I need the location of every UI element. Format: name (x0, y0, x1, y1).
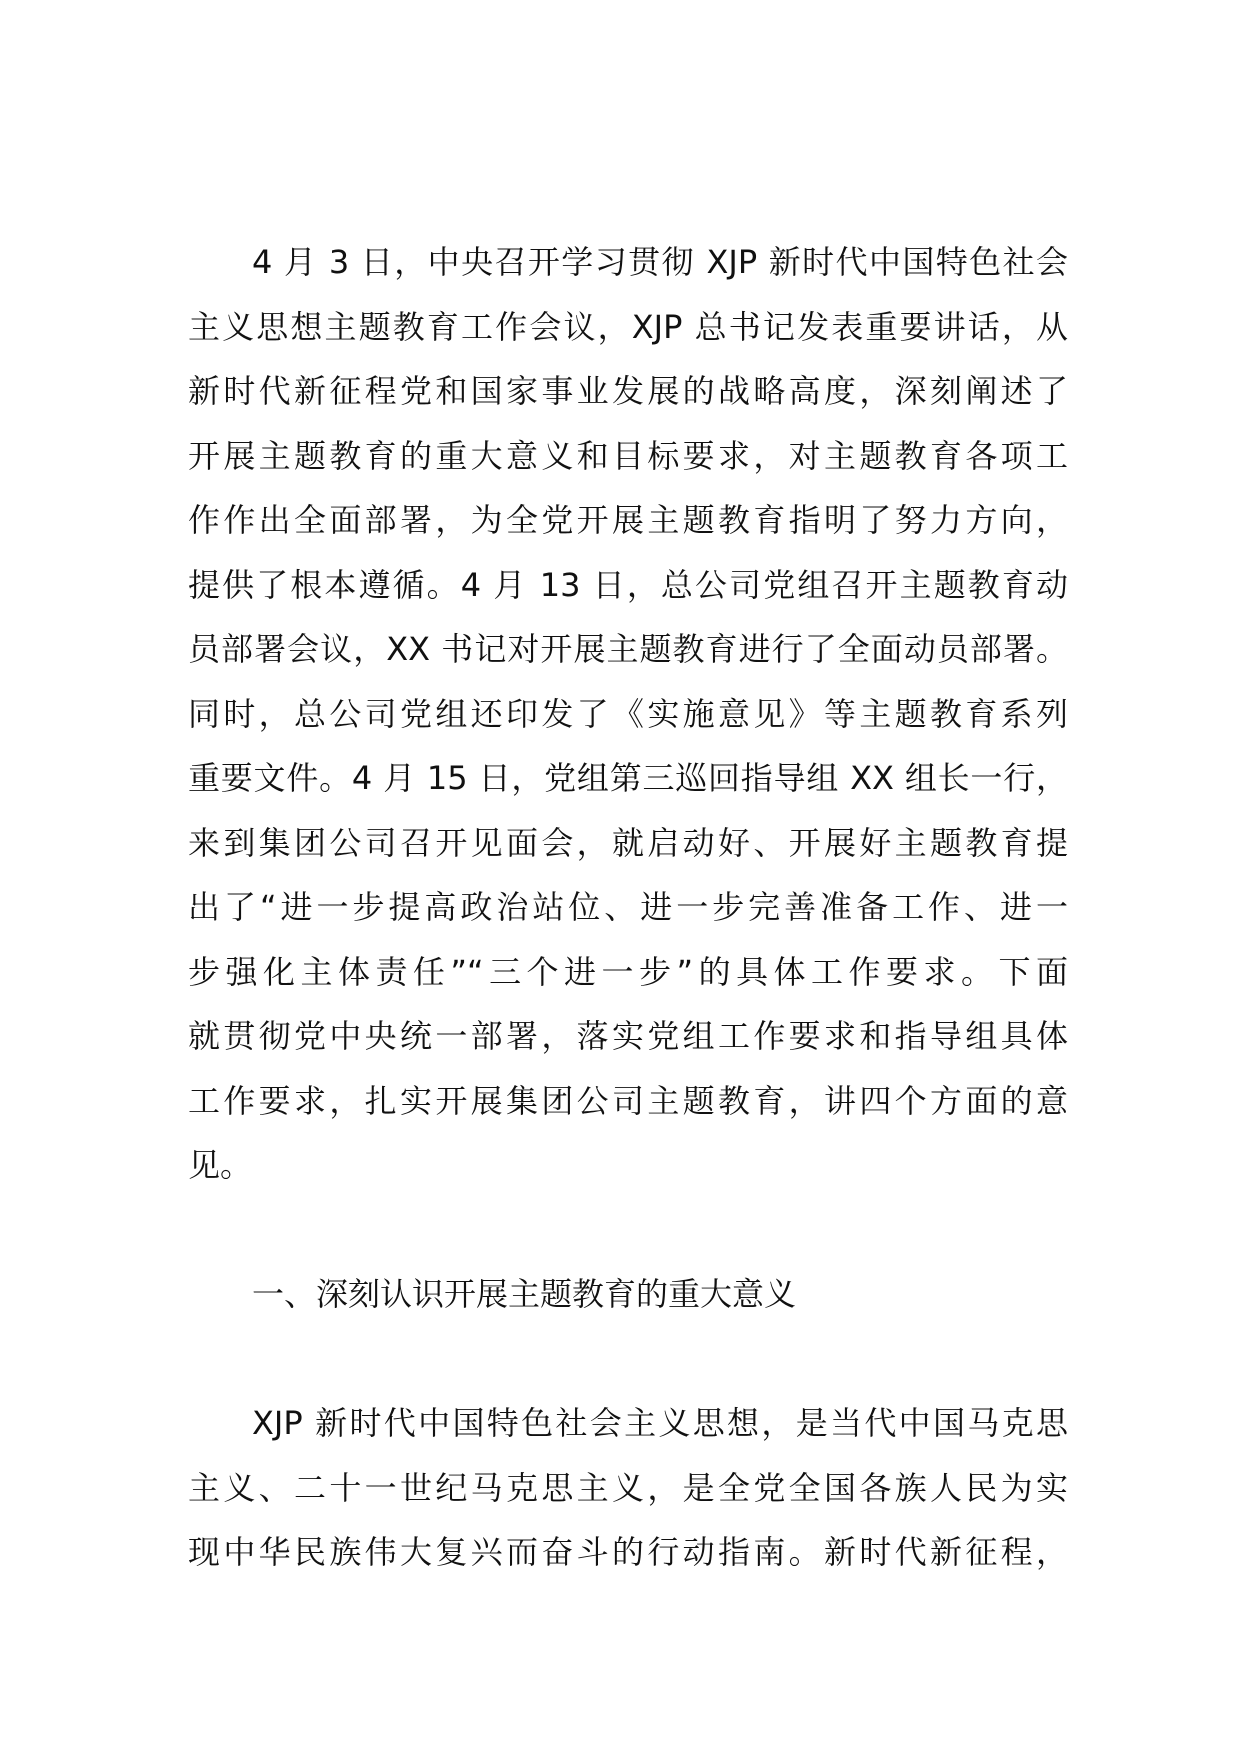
paragraph-intro (188, 230, 1068, 1198)
text-line: 主义、二十一世纪马克思主义，是全党全国各族人民为实 (188, 1468, 1068, 1507)
text-line: 步强化主体责任”“三个进一步”的具体工作要求。下面 (188, 952, 1068, 991)
paragraph-gap (188, 1327, 1068, 1392)
text-line: 主义思想主题教育工作会议，XJP 总书记发表重要讲话，从 (188, 307, 1068, 346)
text-line: 提供了根本遵循。4 月 13 日，总公司党组召开主题教育动 (188, 565, 1068, 604)
paragraph-section-one (188, 1391, 1068, 1585)
text-line: 重要文件。4 月 15 日，党组第三巡回指导组 XX 组长一行， (188, 759, 1068, 797)
text-line: 开展主题教育的重大意义和目标要求，对主题教育各项工 (188, 436, 1068, 475)
text-line: 出了“进一步提高政治站位、进一步完善准备工作、进一 (188, 888, 1068, 926)
text-line: 作作出全面部署，为全党开展主题教育指明了努力方向， (188, 501, 1068, 539)
text-line: 现中华民族伟大复兴而奋斗的行动指南。新时代新征程， (188, 1533, 1068, 1571)
text-line: XJP 新时代中国特色社会主义思想，是当代中国马克思 (252, 1404, 1068, 1442)
text-line: 同时，总公司党组还印发了《实施意见》等主题教育系列 (188, 694, 1068, 733)
text-line: 就贯彻党中央统一部署，落实党组工作要求和指导组具体 (188, 1017, 1068, 1055)
text-line: 工作要求，扎实开展集团公司主题教育，讲四个方面的意 (188, 1081, 1068, 1120)
text-line: 来到集团公司召开见面会，就启动好、开展好主题教育提 (188, 823, 1068, 862)
section-heading: 一、深刻认识开展主题教育的重大意义 (252, 1275, 797, 1313)
document-body (188, 230, 1068, 1585)
text-line: 员部署会议，XX 书记对开展主题教育进行了全面动员部署。 (188, 630, 1068, 668)
text-line: 4 月 3 日，中央召开学习贯彻 XJP 新时代中国特色社会 (252, 243, 1068, 281)
paragraph-gap (188, 1198, 1068, 1263)
text-line: 新时代新征程党和国家事业发展的战略高度，深刻阐述了 (188, 372, 1068, 410)
text-line: 见。 (188, 1146, 253, 1184)
